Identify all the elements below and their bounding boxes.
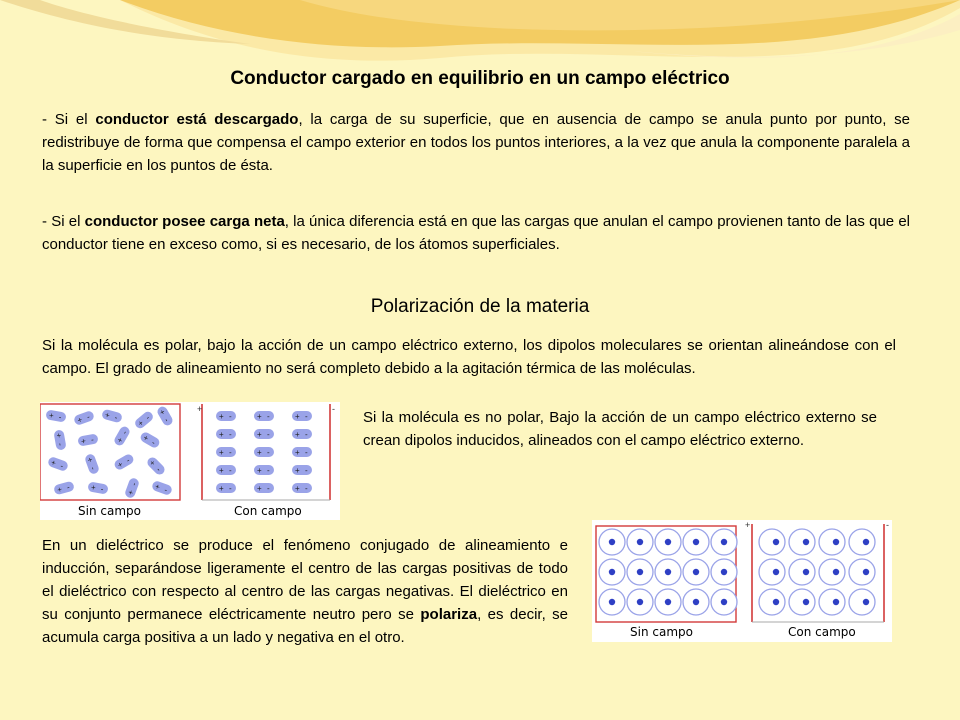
svg-text:-: - <box>229 484 232 493</box>
atom-sin-campo <box>627 529 653 555</box>
svg-text:-: - <box>90 435 95 445</box>
dipole-aligned <box>254 483 274 493</box>
svg-text:+: + <box>136 418 146 429</box>
svg-text:-: - <box>65 482 71 493</box>
svg-text:-: - <box>162 416 172 424</box>
svg-text:+: + <box>295 412 300 421</box>
svg-text:+: + <box>157 407 168 417</box>
atom-con-campo <box>849 589 875 615</box>
svg-text:-: - <box>55 442 65 447</box>
atom-con-campo <box>759 589 785 615</box>
dipole-aligned <box>254 447 274 457</box>
svg-text:+: + <box>219 448 224 457</box>
dipole-aligned <box>292 429 312 439</box>
svg-text:+: + <box>103 410 111 421</box>
slide-title: Conductor cargado en equilibrio en un campo eléctrico <box>230 68 730 89</box>
svg-text:-: - <box>85 412 92 422</box>
svg-text:+: + <box>295 430 300 439</box>
svg-text:-: - <box>305 448 308 457</box>
svg-text:-: - <box>59 461 65 471</box>
dipole-aligned <box>216 411 236 421</box>
svg-text:-: - <box>120 429 130 436</box>
svg-text:+: + <box>147 458 158 468</box>
atom-sin-campo <box>599 529 625 555</box>
dipole-aligned <box>292 447 312 457</box>
atom-con-campo <box>819 559 845 585</box>
svg-text:-: - <box>154 465 163 474</box>
svg-text:+: + <box>141 433 150 444</box>
atom-sin-campo <box>599 559 625 585</box>
svg-text:-: - <box>267 412 270 421</box>
svg-text:+: + <box>90 482 97 493</box>
svg-text:-: - <box>100 484 105 494</box>
svg-text:+: + <box>56 484 64 495</box>
svg-text:-: - <box>129 481 139 487</box>
dielectric-plus-sign: + <box>745 520 751 530</box>
svg-text:-: - <box>143 413 152 422</box>
svg-text:+: + <box>295 448 300 457</box>
svg-text:-: - <box>305 484 308 493</box>
atom-sin-campo <box>711 529 737 555</box>
svg-text:+: + <box>219 412 224 421</box>
svg-text:-: - <box>267 484 270 493</box>
atom-sin-campo <box>655 559 681 585</box>
svg-text:+: + <box>115 459 125 470</box>
svg-text:+: + <box>48 410 55 421</box>
atom-con-campo <box>849 559 875 585</box>
caption-atoms-sin-campo: Sin campo <box>630 625 693 639</box>
svg-text:-: - <box>267 430 270 439</box>
dipole-aligned <box>254 429 274 439</box>
dipole-aligned <box>254 411 274 421</box>
svg-text:+: + <box>257 430 262 439</box>
svg-text:+: + <box>219 484 224 493</box>
svg-text:+: + <box>115 436 126 445</box>
paragraph-discharged-conductor: - Si el conductor está descargado, la carga de su superficie, que en ausencia de campo se anula punto por punto, se redistribuye de forma que compensa el campo exterior en todos los puntos interiores, a la vez que anula la componente paralela a la superficie en los puntos de ésta. <box>42 111 910 174</box>
atom-sin-campo <box>655 529 681 555</box>
paragraph-nonpolar-molecule: Si la molécula es no polar, Bajo la acción de un campo eléctrico externo se crean dipolos inducidos, alineados con el campo eléctrico externo. <box>363 409 877 449</box>
atom-con-campo <box>819 589 845 615</box>
svg-text:+: + <box>80 436 87 447</box>
atom-sin-campo <box>627 589 653 615</box>
dipole-aligned <box>292 411 312 421</box>
svg-text:-: - <box>150 438 157 448</box>
svg-text:-: - <box>113 412 119 423</box>
dipole-aligned <box>216 465 236 475</box>
svg-text:+: + <box>125 488 136 497</box>
svg-text:-: - <box>229 448 232 457</box>
caption-atoms-con-campo: Con campo <box>788 625 856 639</box>
svg-text:+: + <box>49 457 58 468</box>
dipole-aligned <box>216 447 236 457</box>
svg-text:+: + <box>257 448 262 457</box>
atom-con-campo <box>849 529 875 555</box>
paragraph-polar-molecule: Si la molécula es polar, bajo la acción de un campo eléctrico externo, los dipolos moleculares se orientan alineándose con el campo. El grado de alineamiento no será completo debido a la agitación térmica de las moléculas. <box>42 337 896 377</box>
dipole-aligned <box>216 483 236 493</box>
dipole-aligned <box>292 483 312 493</box>
atom-sin-campo <box>711 559 737 585</box>
svg-text:+: + <box>53 432 64 439</box>
atom-sin-campo <box>683 589 709 615</box>
atom-sin-campo <box>627 559 653 585</box>
dielectric-minus-sign: - <box>886 520 889 530</box>
svg-text:-: - <box>267 448 270 457</box>
svg-text:-: - <box>305 430 308 439</box>
svg-text:-: - <box>305 412 308 421</box>
svg-text:+: + <box>153 481 162 492</box>
svg-text:-: - <box>163 485 169 495</box>
figure-dielectric-atoms <box>592 520 892 642</box>
atom-sin-campo <box>711 589 737 615</box>
atom-sin-campo <box>655 589 681 615</box>
svg-text:+: + <box>219 430 224 439</box>
dipole-aligned <box>292 465 312 475</box>
atom-con-campo <box>789 559 815 585</box>
caption-con-campo: Con campo <box>234 504 302 518</box>
svg-text:+: + <box>76 415 84 426</box>
svg-text:+: + <box>257 412 262 421</box>
atom-con-campo <box>759 559 785 585</box>
svg-text:-: - <box>305 466 308 475</box>
svg-text:+: + <box>257 466 262 475</box>
svg-text:-: - <box>267 466 270 475</box>
svg-text:-: - <box>229 466 232 475</box>
svg-text:+: + <box>257 484 262 493</box>
atom-con-campo <box>759 529 785 555</box>
svg-text:-: - <box>124 455 132 465</box>
figure-polar-dipoles <box>40 402 340 520</box>
section-subtitle: Polarización de la materia <box>370 296 590 317</box>
svg-text:-: - <box>88 465 98 472</box>
atom-con-campo <box>789 529 815 555</box>
dipole-aligned <box>216 429 236 439</box>
svg-text:+: + <box>295 466 300 475</box>
atom-con-campo <box>819 529 845 555</box>
paragraph-charged-conductor: - Si el conductor posee carga neta, la única diferencia está en que las cargas que anulan el campo provienen tanto de las que el conductor tiene en exceso como, si es necesario, de los átomos superficiales. <box>42 213 911 253</box>
atom-con-campo <box>789 589 815 615</box>
dipole-aligned <box>254 465 274 475</box>
atom-sin-campo <box>683 529 709 555</box>
plate-minus-sign: - <box>332 404 335 414</box>
svg-text:+: + <box>219 466 224 475</box>
paragraph-dielectric: En un dieléctrico se produce el fenómeno conjugado de alineamiento e inducción, separándose ligeramente el centro de las cargas positivas de todo el dieléctrico con respecto al centro de las cargas negativas. El dieléctrico en su conjunto permanece eléctricamente neutro pero se polariza, es decir, se acumula carga positiva a un lado y negativa en el otro. <box>42 537 568 646</box>
svg-text:+: + <box>295 484 300 493</box>
svg-text:-: - <box>58 412 63 422</box>
plate-plus-sign: + <box>197 404 203 414</box>
atom-sin-campo <box>599 589 625 615</box>
svg-text:-: - <box>229 412 232 421</box>
svg-text:-: - <box>229 430 232 439</box>
svg-text:+: + <box>84 456 95 464</box>
atom-sin-campo <box>683 559 709 585</box>
caption-sin-campo: Sin campo <box>78 504 141 518</box>
